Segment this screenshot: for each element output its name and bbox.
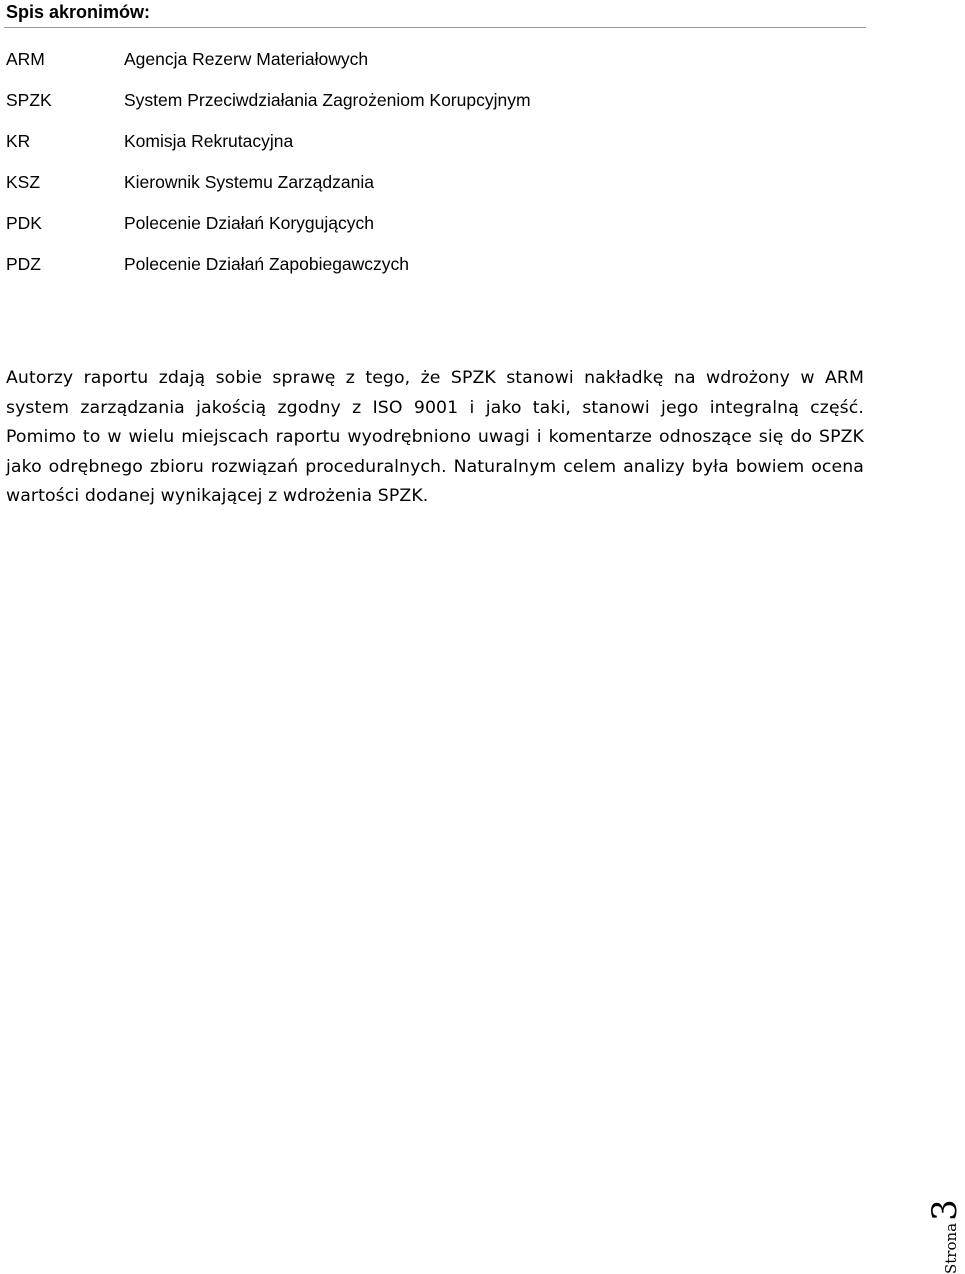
page-footer	[925, 1194, 965, 1274]
acronym-row	[6, 120, 866, 161]
acronym-abbr: PDK	[6, 212, 42, 233]
page-number-block	[925, 1194, 965, 1274]
acronym-expansion: Polecenie Działań Zapobiegawczych	[124, 253, 410, 274]
acronym-row	[6, 202, 866, 243]
acronym-row	[6, 79, 866, 120]
acronym-abbr: PDZ	[6, 253, 41, 274]
acronym-expansion: Komisja Rekrutacyjna	[124, 130, 294, 151]
acronym-abbr: KR	[6, 130, 31, 151]
acronym-abbr: KSZ	[6, 171, 41, 192]
acronym-expansion: Agencja Rezerw Materiałowych	[124, 48, 369, 69]
acronym-expansion: Polecenie Działań Korygujących	[124, 212, 374, 233]
page-label: Strona	[942, 1222, 960, 1274]
acronym-row	[6, 161, 866, 202]
acronym-expansion: Kierownik Systemu Zarządzania	[124, 171, 374, 192]
acronym-list	[6, 38, 866, 284]
acronym-row	[6, 243, 866, 284]
acronym-abbr: SPZK	[6, 89, 52, 110]
page-number: 3	[925, 1199, 965, 1221]
acronym-expansion: System Przeciwdziałania Zagrożeniom Korupcyjnym	[124, 89, 531, 110]
heading-divider	[4, 27, 866, 28]
acronym-abbr: ARM	[6, 48, 45, 69]
section-heading: Spis akronimów:	[6, 2, 151, 22]
body-paragraph: Autorzy raportu zdają sobie sprawę z tego, że SPZK stanowi nakładkę na wdrożony w ARM system zarządzania jakością zgodny z ISO 9001 i jako taki, stanowi jego integralną część. Pomimo to w wielu miejscach raportu wyodrębniono uwagi i komentarze odnoszące się do SPZK jako odrębnego zbioru rozwiązań proceduralnych. Naturalnym celem analizy była bowiem ocena wartości dodanej wynikającej z wdrożenia SPZK.	[6, 368, 864, 506]
acronym-row	[6, 38, 866, 79]
